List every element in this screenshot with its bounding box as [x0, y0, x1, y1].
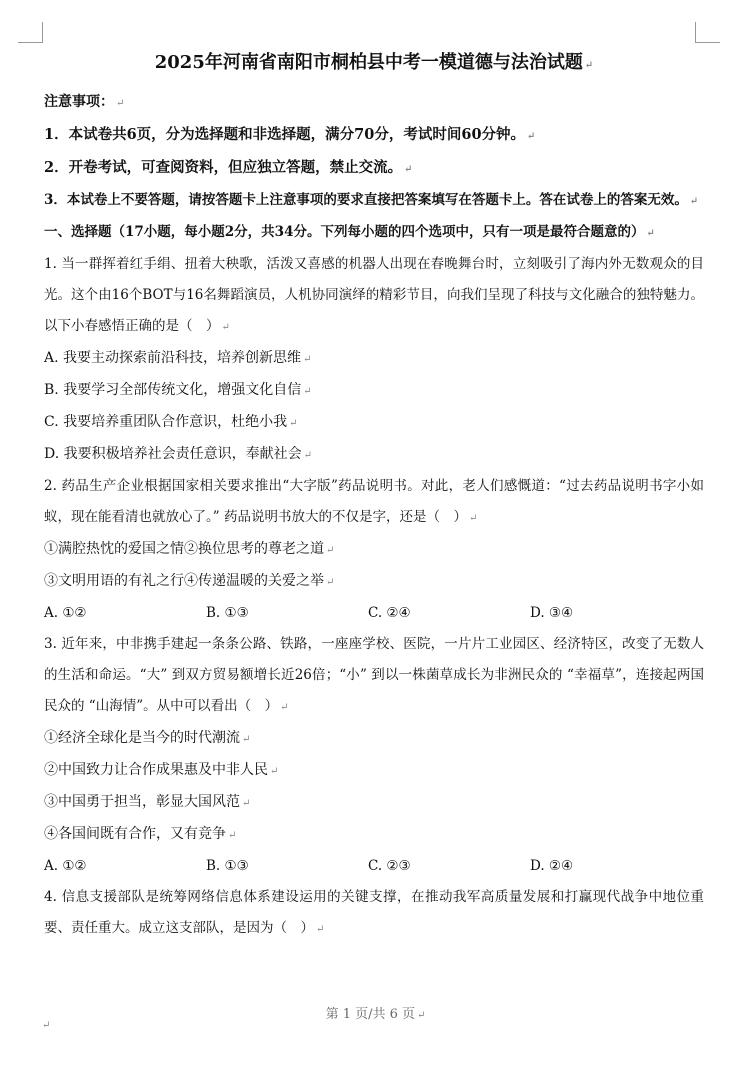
page-footer: 第 1 页/共 6 页 ↵	[325, 1007, 426, 1022]
paragraph-mark: ↵	[42, 1020, 51, 1031]
question-3-stem: 3. 近年来，中非携手建起一条条公路、铁路，一座座学校、医院，一片片工业园区、经济特区，改变了无数人的生活和命运。“大” 到双方贸易额增长近26倍；“小” 到以一株菌草成长为非洲民众的 “幸福草”，连接起两国民众的 “山海情”。从中可以看出（ ） ↵	[44, 636, 704, 714]
section-heading-choice: 一、选择题（17小题，每小题2分，共34分。下列每小题的四个选项中，只有一项是最符合题意的） ↵	[44, 224, 655, 240]
question-2-option-d: D. ③④	[530, 605, 574, 621]
notice-item-3: 3．本试卷上不要答题，请按答题卡上注意事项的要求直接把答案填写在答题卡上。答在试卷上的答案无效。 ↵	[44, 192, 699, 208]
question-3-choice-4: ④各国间既有合作，又有竞争 ↵	[44, 826, 237, 842]
question-4-stem: 4. 信息支援部队是统筹网络信息体系建设运用的关键支撑，在推动我军高质量发展和打赢现代战争中地位重要、责任重大。成立这支部队，是因为（ ） ↵	[44, 889, 704, 936]
question-2-option-c: C. ②④	[368, 605, 411, 621]
question-3-option-d: D. ②④	[530, 858, 574, 874]
question-3-option-b: B. ①③	[206, 858, 249, 874]
question-1-option-a: A. 我要主动探索前沿科技，培养创新思维 ↵	[44, 350, 312, 366]
question-2-choice-line-2: ③文明用语的有礼之行④传递温暖的关爱之举 ↵	[44, 573, 335, 589]
question-3-choice-1: ①经济全球化是当今的时代潮流 ↵	[44, 730, 251, 746]
crop-mark-top-left	[18, 22, 43, 43]
document-title: 2025年河南省南阳市桐柏县中考一模道德与法治试题 ↵	[154, 52, 594, 73]
question-1-option-c: C. 我要培养重团队合作意识，杜绝小我 ↵	[44, 414, 298, 430]
question-3-choice-2: ②中国致力让合作成果惠及中非人民 ↵	[44, 762, 279, 778]
question-2-stem: 2. 药品生产企业根据国家相关要求推出“大字版”药品说明书。对此，老人们感慨道：“过去药品说明书字小如蚁，现在能看清也就放心了。” 药品说明书放大的不仅是字，还是（ ） ↵	[44, 478, 704, 525]
question-3-option-c: C. ②③	[368, 858, 411, 874]
notice-item-2: 2．开卷考试，可查阅资料，但应独立答题，禁止交流。 ↵	[44, 159, 413, 176]
question-3-options	[44, 851, 704, 882]
question-2-choice-line-1: ①满腔热忱的爱国之情②换位思考的尊老之道 ↵	[44, 541, 335, 557]
question-1-option-d: D. 我要积极培养社会责任意识，奉献社会 ↵	[44, 446, 313, 462]
question-3-option-a: A. ①②	[44, 858, 87, 874]
notice-item-1: 1．本试卷共6页，分为选择题和非选择题，满分70分，考试时间60分钟。 ↵	[44, 126, 536, 143]
crop-mark-top-right	[695, 22, 720, 43]
notice-heading: 注意事项： ↵	[44, 94, 125, 110]
question-3-choice-3: ③中国勇于担当，彰显大国风范 ↵	[44, 794, 251, 810]
document-page	[44, 48, 704, 945]
question-2-options	[44, 598, 704, 629]
question-1-option-b: B. 我要学习全部传统文化，增强文化自信 ↵	[44, 382, 312, 398]
question-2-option-a: A. ①②	[44, 605, 87, 621]
question-2-option-b: B. ①③	[206, 605, 249, 621]
question-1-stem: 1. 当一群挥着红手绢、扭着大秧歌，活泼又喜感的机器人出现在春晚舞台时，立刻吸引了海内外无数观众的目光。这个由16个BOT与16名舞蹈演员，人机协同演绎的精彩节目，向我们呈现了科技与文化融合的独特魅力。以下小春感悟正确的是（ ） ↵	[44, 256, 704, 334]
